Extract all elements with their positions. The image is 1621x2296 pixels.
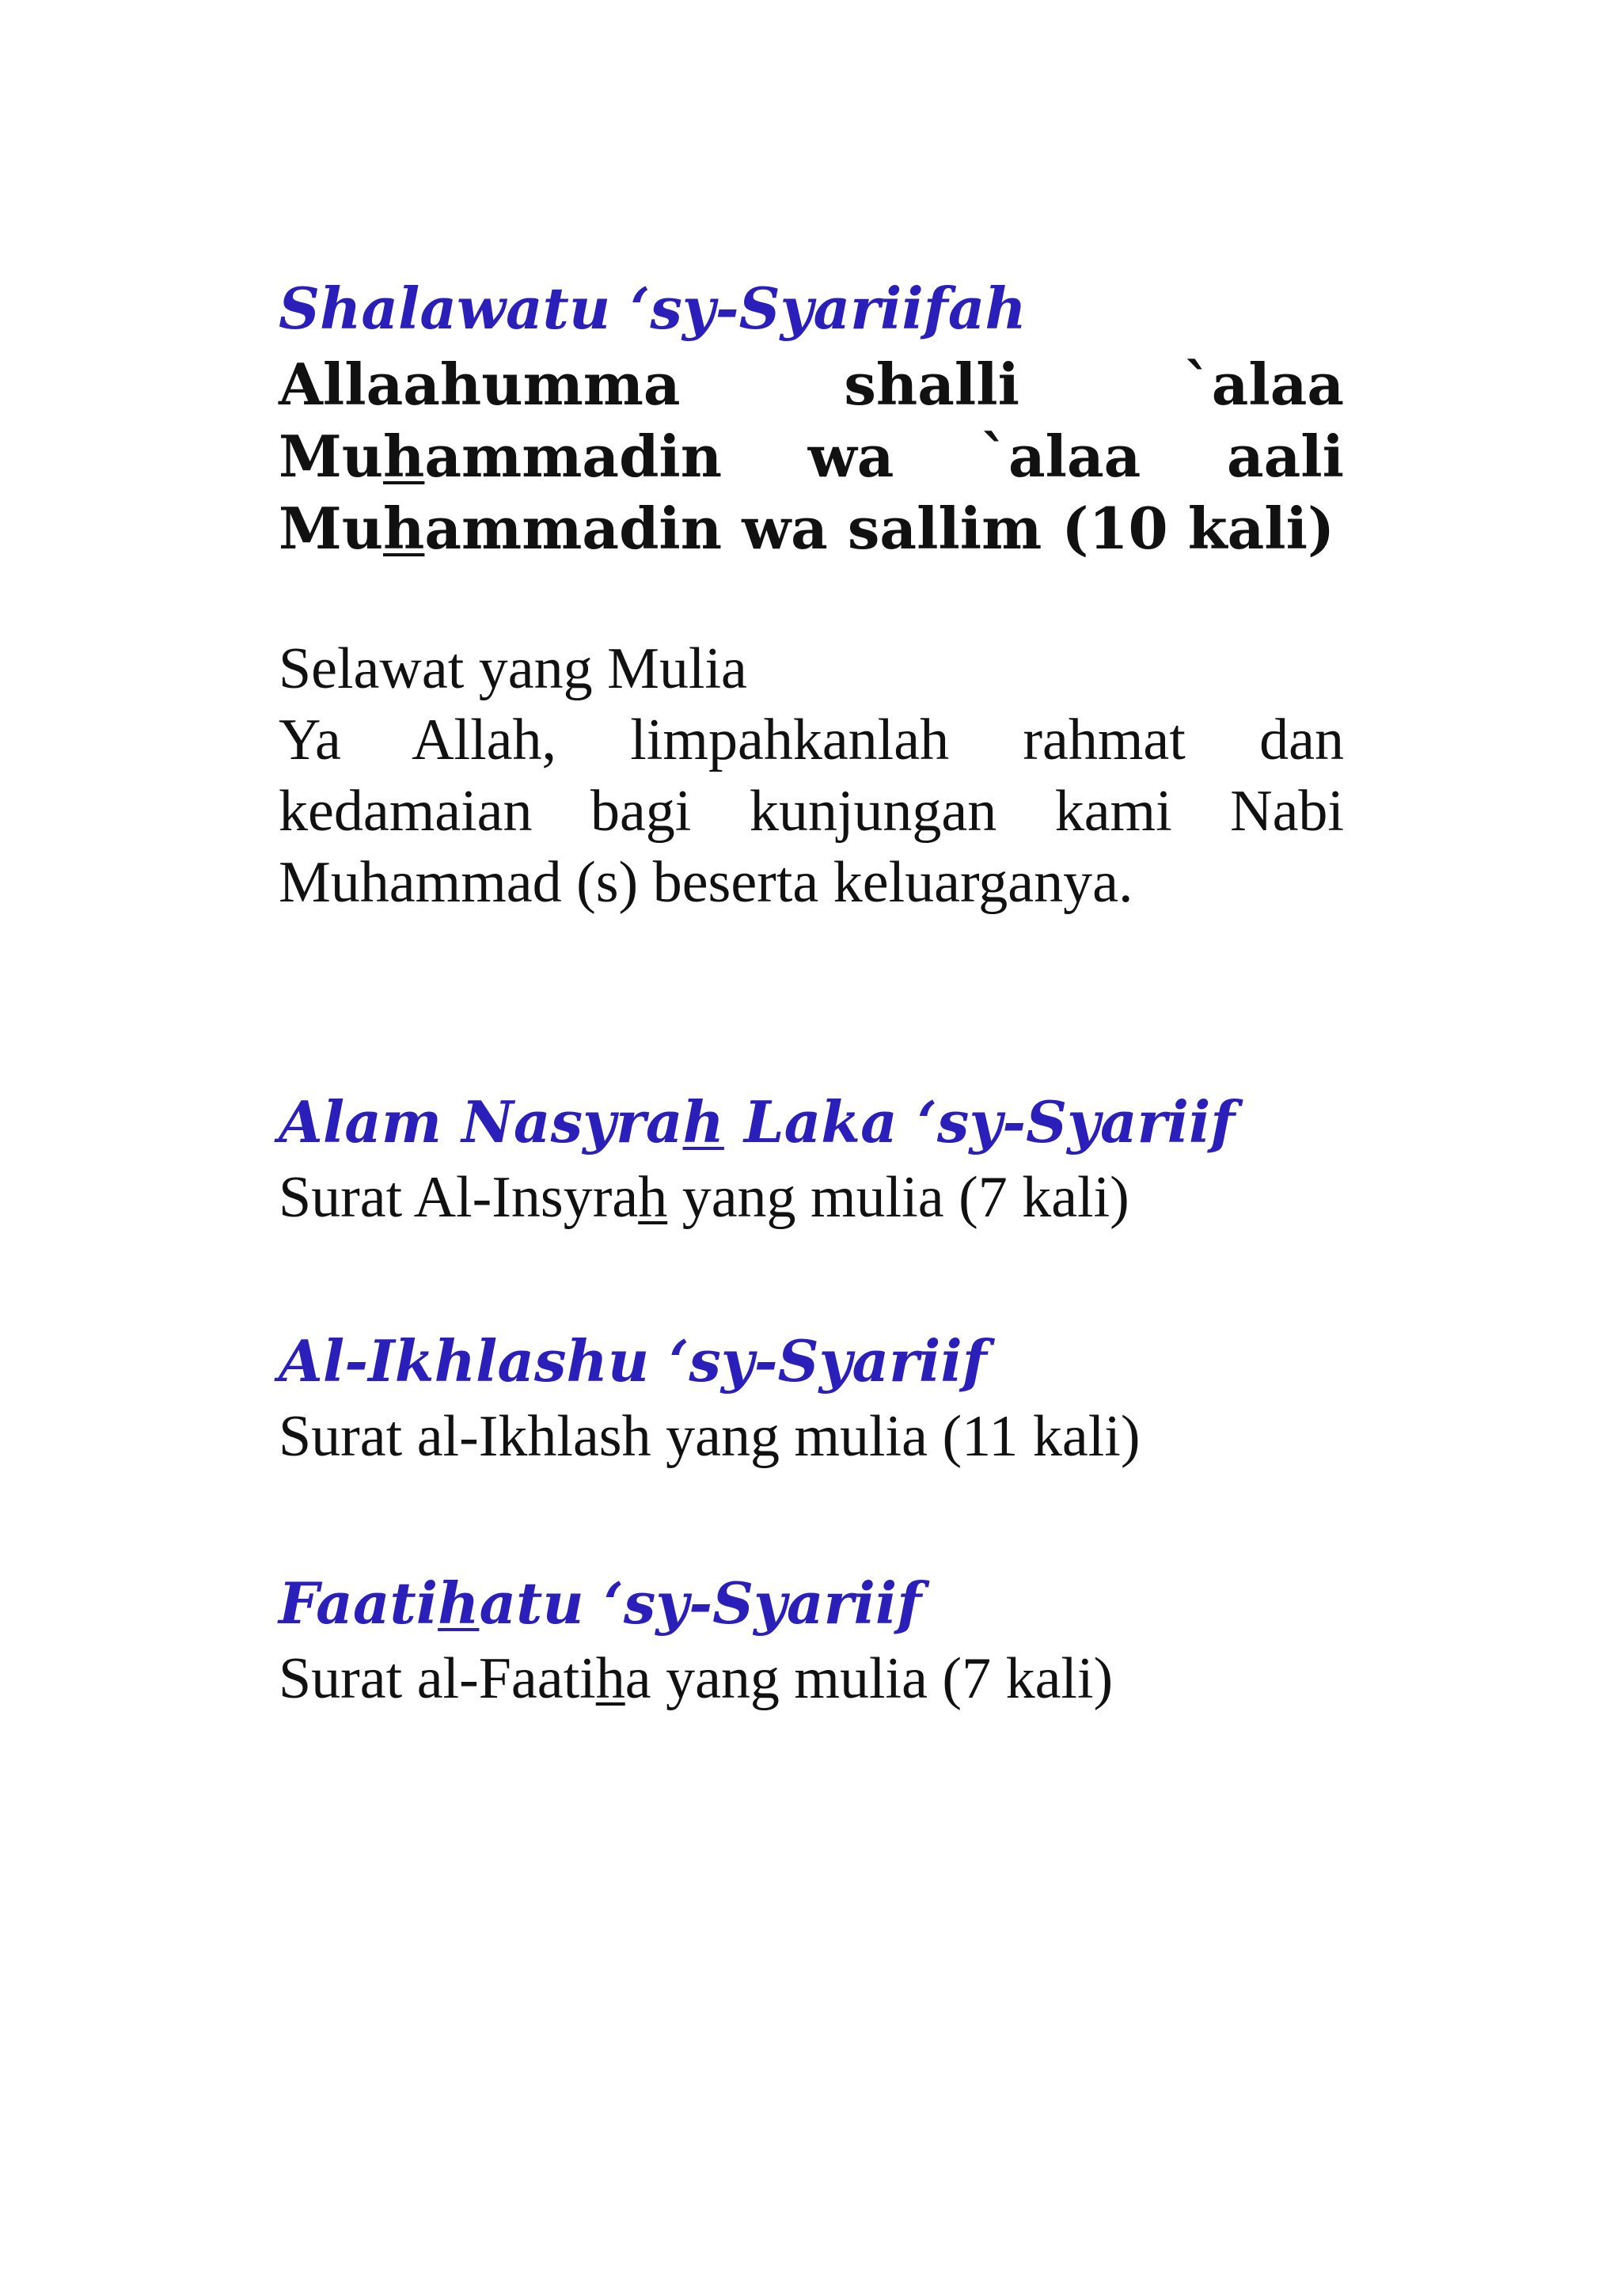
word: aali xyxy=(1226,423,1344,490)
fatiha-heading: Faatihatu ‘sy-Syariif xyxy=(279,1569,922,1637)
ikhlash-block xyxy=(279,1322,1344,1472)
word: shalli xyxy=(844,351,1019,418)
shalawat-heading: Shalawatu ‘sy-Syariifah xyxy=(279,275,1027,342)
selawat-line-1: Ya Allah, limpahkanlah rahmat dan xyxy=(279,708,1344,772)
shalawat-transliteration xyxy=(279,348,1344,564)
word: `alaa xyxy=(1183,351,1344,418)
fatiha-block xyxy=(279,1564,1344,1714)
word: Muhammadin xyxy=(279,423,723,490)
transliteration-line-3: Muhammadin wa sallim (10 kali) xyxy=(279,495,1335,562)
selawat-title: Selawat yang Mulia xyxy=(279,636,747,701)
ikhlash-heading: Al-Ikhlashu ‘sy-Syariif xyxy=(279,1327,987,1395)
alam-nasyrah-block xyxy=(279,1083,1344,1233)
transliteration-line-2 xyxy=(279,420,1344,492)
word: `alaa xyxy=(980,423,1141,490)
shalawat-block xyxy=(279,269,1344,564)
selawat-translation-block xyxy=(279,633,1344,918)
word: Allaahumma xyxy=(279,351,681,418)
fatiha-subtitle: Surat al-Faatiha yang mulia (7 kali) xyxy=(279,1646,1114,1711)
alam-nasyrah-heading: Alam Nasyrah Laka ‘sy-Syariif xyxy=(279,1088,1236,1156)
selawat-line-2: kedamaian bagi kunjungan kami Nabi xyxy=(279,779,1344,844)
word: wa xyxy=(807,423,894,490)
alam-nasyrah-subtitle: Surat Al-Insyrah yang mulia (7 kali) xyxy=(279,1165,1129,1230)
selawat-line-3: Muhammad (s) beserta keluarganya. xyxy=(279,850,1133,915)
ikhlash-subtitle: Surat al-Ikhlash yang mulia (11 kali) xyxy=(279,1404,1141,1469)
transliteration-line-1 xyxy=(279,348,1344,420)
